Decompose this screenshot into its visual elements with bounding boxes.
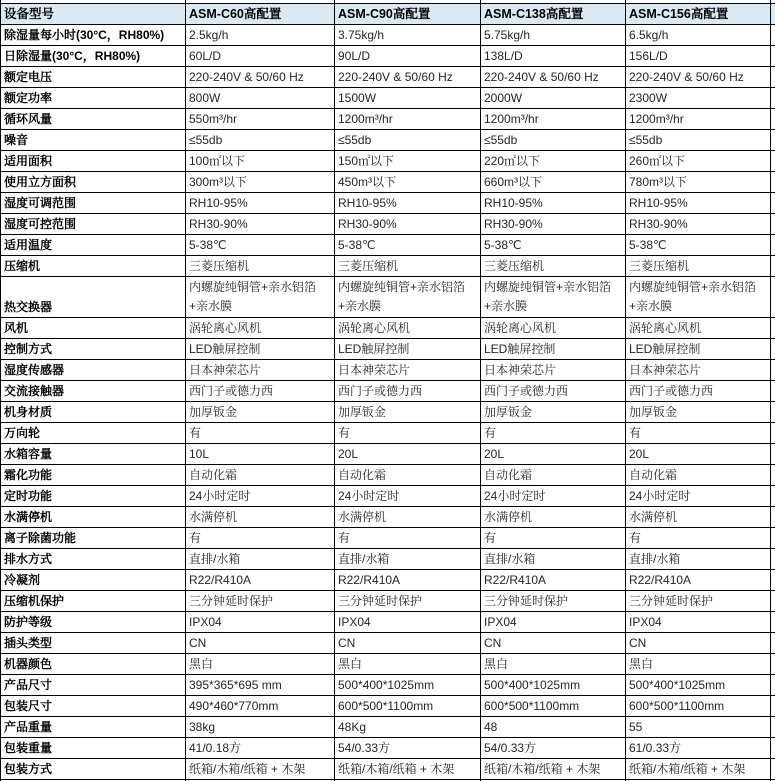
cell-value: 三菱压缩机 [481, 256, 626, 277]
cell-value: 600*500*1100mm [481, 696, 626, 717]
partial-cell [771, 717, 775, 738]
row-label: 湿度传感器 [1, 360, 186, 381]
partial-cell [771, 109, 775, 130]
cell-value: 水满停机 [186, 507, 335, 528]
cell-value: 西门子或德力西 [335, 381, 481, 402]
cell-value: 日本神荣芯片 [186, 360, 335, 381]
cell-value: CN [626, 633, 771, 654]
header-partial-cell [771, 4, 775, 25]
cell-value: 三菱压缩机 [626, 256, 771, 277]
partial-cell [771, 549, 775, 570]
partial-cell [771, 381, 775, 402]
cell-value: 20L [335, 444, 481, 465]
partial-cell [771, 633, 775, 654]
row-label: 插头类型 [1, 633, 186, 654]
cell-value: 2300W [626, 88, 771, 109]
table-row [1, 633, 775, 654]
cell-value: 800W [186, 88, 335, 109]
cell-value: 直排/水箱 [335, 549, 481, 570]
cell-value: LED触屏控制 [481, 339, 626, 360]
cell-value: 395*365*695 mm [186, 675, 335, 696]
cell-value: ≤55db [626, 130, 771, 151]
row-label: 包装尺寸 [1, 696, 186, 717]
cell-value: 1200m³/hr [335, 109, 481, 130]
cell-value: 1200m³/hr [626, 109, 771, 130]
partial-cell [771, 423, 775, 444]
row-label: 冷凝剂 [1, 570, 186, 591]
partial-cell [771, 696, 775, 717]
cell-value: R22/R410A [626, 570, 771, 591]
cell-value: RH10-95% [335, 193, 481, 214]
row-label: 排水方式 [1, 549, 186, 570]
cell-value: 自动化霜 [481, 465, 626, 486]
cell-value: RH30-90% [186, 214, 335, 235]
cell-value: 水满停机 [335, 507, 481, 528]
cell-value: 490*460*770mm [186, 696, 335, 717]
cell-value: 纸箱/木箱/纸箱 + 木架 [335, 759, 481, 780]
row-label: 压缩机 [1, 256, 186, 277]
row-label: 适用温度 [1, 235, 186, 256]
cell-value: LED触屏控制 [186, 339, 335, 360]
cell-value: 西门子或德力西 [481, 381, 626, 402]
cell-value: 水满停机 [481, 507, 626, 528]
row-label: 循环风量 [1, 109, 186, 130]
cell-value: 有 [186, 528, 335, 549]
partial-cell [771, 193, 775, 214]
cell-value: CN [335, 633, 481, 654]
table-row [1, 339, 775, 360]
cell-value: 日本神荣芯片 [626, 360, 771, 381]
header-model-column-1: ASM-C60高配置 [186, 4, 335, 25]
table-row [1, 507, 775, 528]
cell-value: 41/0.18方 [186, 738, 335, 759]
row-label: 日除湿量(30°C，RH80%) [1, 46, 186, 67]
cell-value: 500*400*1025mm [335, 675, 481, 696]
cell-value: CN [186, 633, 335, 654]
cell-value: IPX04 [626, 612, 771, 633]
cell-value: 38kg [186, 717, 335, 738]
cell-value: 2000W [481, 88, 626, 109]
cell-value: 水满停机 [626, 507, 771, 528]
table-row [1, 465, 775, 486]
cell-value: 24小时定时 [335, 486, 481, 507]
table-row [1, 591, 775, 612]
cell-value: 100㎡以下 [186, 151, 335, 172]
cell-value: 纸箱/木箱/纸箱 + 木架 [481, 759, 626, 780]
partial-cell [771, 318, 775, 339]
cell-value: 有 [481, 423, 626, 444]
partial-cell [771, 654, 775, 675]
cell-value: ≤55db [481, 130, 626, 151]
cell-value: 600*500*1100mm [626, 696, 771, 717]
cell-value: LED触屏控制 [335, 339, 481, 360]
cell-value: 55 [626, 717, 771, 738]
cell-value: LED触屏控制 [626, 339, 771, 360]
cell-value: 加厚钣金 [481, 402, 626, 423]
table-row [1, 381, 775, 402]
cell-value: 三分钟延时保护 [481, 591, 626, 612]
row-label: 额定功率 [1, 88, 186, 109]
cell-value: 有 [481, 528, 626, 549]
cell-value: IPX04 [481, 612, 626, 633]
row-label: 防护等级 [1, 612, 186, 633]
cell-value: 260㎡以下 [626, 151, 771, 172]
header-device-model: 设备型号 [1, 4, 186, 25]
table-row [1, 172, 775, 193]
partial-cell [771, 339, 775, 360]
cell-value: IPX04 [335, 612, 481, 633]
table-row [1, 214, 775, 235]
cell-value: 54/0.33方 [335, 738, 481, 759]
header-model-column-3: ASM-C138高配置 [481, 4, 626, 25]
partial-cell [771, 25, 775, 46]
row-label: 水满停机 [1, 507, 186, 528]
row-label: 使用立方面积 [1, 172, 186, 193]
table-row [1, 130, 775, 151]
cell-value: 西门子或德力西 [626, 381, 771, 402]
cell-value: RH30-90% [626, 214, 771, 235]
partial-cell [771, 67, 775, 88]
cell-value: 有 [335, 528, 481, 549]
row-label: 机器颜色 [1, 654, 186, 675]
cell-value: 60L/D [186, 46, 335, 67]
cell-value: RH30-90% [481, 214, 626, 235]
row-label: 控制方式 [1, 339, 186, 360]
row-label: 产品重量 [1, 717, 186, 738]
partial-cell [771, 277, 775, 318]
cell-value: 涡轮离心风机 [335, 318, 481, 339]
table-row [1, 109, 775, 130]
cell-value: 纸箱/木箱/纸箱 + 木架 [186, 759, 335, 780]
table-row [1, 423, 775, 444]
table-row [1, 193, 775, 214]
cell-value: R22/R410A [186, 570, 335, 591]
row-label: 产品尺寸 [1, 675, 186, 696]
cell-value: 西门子或德力西 [186, 381, 335, 402]
cell-value: 直排/水箱 [481, 549, 626, 570]
cell-value: 纸箱/木箱/纸箱 + 木架 [626, 759, 771, 780]
cell-value: 5-38℃ [186, 235, 335, 256]
table-row [1, 277, 775, 318]
cell-value: 660m³以下 [481, 172, 626, 193]
partial-cell [771, 256, 775, 277]
partial-cell [771, 360, 775, 381]
cell-value: 20L [626, 444, 771, 465]
table-row [1, 444, 775, 465]
cell-value: 内螺旋纯铜管+亲水铝箔+亲水膜 [186, 277, 335, 318]
partial-cell [771, 570, 775, 591]
cell-value: 日本神荣芯片 [335, 360, 481, 381]
cell-value: 220-240V & 50/60 Hz [481, 67, 626, 88]
cell-value: 220㎡以下 [481, 151, 626, 172]
cell-value: 48 [481, 717, 626, 738]
cell-value: 三菱压缩机 [335, 256, 481, 277]
cell-value: RH10-95% [626, 193, 771, 214]
cell-value: 涡轮离心风机 [186, 318, 335, 339]
cell-value: 黑白 [626, 654, 771, 675]
cell-value: 日本神荣芯片 [481, 360, 626, 381]
table-row [1, 612, 775, 633]
row-label: 包装方式 [1, 759, 186, 780]
row-label: 机身材质 [1, 402, 186, 423]
cell-value: 三分钟延时保护 [335, 591, 481, 612]
cell-value: 61/0.33方 [626, 738, 771, 759]
cell-value: 48Kg [335, 717, 481, 738]
table-row [1, 675, 775, 696]
cell-value: 内螺旋纯铜管+亲水铝箔+亲水膜 [481, 277, 626, 318]
row-label: 水箱容量 [1, 444, 186, 465]
cell-value: 90L/D [335, 46, 481, 67]
partial-cell [771, 675, 775, 696]
cell-value: 550m³/hr [186, 109, 335, 130]
partial-cell [771, 591, 775, 612]
partial-cell [771, 465, 775, 486]
partial-cell [771, 507, 775, 528]
cell-value: 涡轮离心风机 [626, 318, 771, 339]
cell-value: 涡轮离心风机 [481, 318, 626, 339]
table-row [1, 235, 775, 256]
cell-value: RH10-95% [481, 193, 626, 214]
row-label: 压缩机保护 [1, 591, 186, 612]
cell-value: 三分钟延时保护 [626, 591, 771, 612]
cell-value: 5.75kg/h [481, 25, 626, 46]
table-row [1, 528, 775, 549]
cell-value: 500*400*1025mm [626, 675, 771, 696]
cell-value: 内螺旋纯铜管+亲水铝箔+亲水膜 [626, 277, 771, 318]
row-label: 湿度可控范围 [1, 214, 186, 235]
partial-cell [771, 88, 775, 109]
row-label: 风机 [1, 318, 186, 339]
table-row [1, 256, 775, 277]
cell-value: 有 [626, 423, 771, 444]
cell-value: 20L [481, 444, 626, 465]
partial-cell [771, 759, 775, 780]
cell-value: 黑白 [186, 654, 335, 675]
cell-value: 600*500*1100mm [335, 696, 481, 717]
row-label: 离子除菌功能 [1, 528, 186, 549]
cell-value: 1200m³/hr [481, 109, 626, 130]
cell-value: 6.5kg/h [626, 25, 771, 46]
row-label: 交流接触器 [1, 381, 186, 402]
cell-value: 156L/D [626, 46, 771, 67]
cell-value: RH30-90% [335, 214, 481, 235]
cell-value: 450m³以下 [335, 172, 481, 193]
cell-value: 54/0.33方 [481, 738, 626, 759]
partial-cell [771, 612, 775, 633]
cell-value: 220-240V & 50/60 Hz [186, 67, 335, 88]
cell-value: 5-38℃ [626, 235, 771, 256]
cell-value: 3.75kg/h [335, 25, 481, 46]
cell-value: 内螺旋纯铜管+亲水铝箔+亲水膜 [335, 277, 481, 318]
cell-value: 500*400*1025mm [481, 675, 626, 696]
partial-cell [771, 486, 775, 507]
cell-value: 24小时定时 [186, 486, 335, 507]
row-label: 除湿量每小时(30°C，RH80%) [1, 25, 186, 46]
table-row [1, 654, 775, 675]
cell-value: 黑白 [481, 654, 626, 675]
cell-value: 220-240V & 50/60 Hz [626, 67, 771, 88]
cell-value: 直排/水箱 [626, 549, 771, 570]
cell-value: 300m³以下 [186, 172, 335, 193]
cell-value: 自动化霜 [335, 465, 481, 486]
table-row [1, 46, 775, 67]
cell-value: 138L/D [481, 46, 626, 67]
cell-value: 5-38℃ [481, 235, 626, 256]
partial-cell [771, 151, 775, 172]
cell-value: 自动化霜 [626, 465, 771, 486]
cell-value: R22/R410A [481, 570, 626, 591]
cell-value: 2.5kg/h [186, 25, 335, 46]
cell-value: ≤55db [335, 130, 481, 151]
cell-value: 10L [186, 444, 335, 465]
cell-value: 有 [335, 423, 481, 444]
cell-value: 有 [186, 423, 335, 444]
row-label: 包装重量 [1, 738, 186, 759]
row-label: 额定电压 [1, 67, 186, 88]
row-label: 热交换器 [1, 277, 186, 318]
cell-value: 24小时定时 [481, 486, 626, 507]
header-model-column-2: ASM-C90高配置 [335, 4, 481, 25]
cell-value: 三菱压缩机 [186, 256, 335, 277]
row-label: 定时功能 [1, 486, 186, 507]
cell-value: 5-38℃ [335, 235, 481, 256]
table-row [1, 738, 775, 759]
cell-value: CN [481, 633, 626, 654]
table-row [1, 360, 775, 381]
row-label: 霜化功能 [1, 465, 186, 486]
partial-cell [771, 46, 775, 67]
cell-value: 黑白 [335, 654, 481, 675]
cell-value: R22/R410A [335, 570, 481, 591]
partial-cell [771, 402, 775, 423]
cell-value: 直排/水箱 [186, 549, 335, 570]
cell-value: 220-240V & 50/60 Hz [335, 67, 481, 88]
cell-value: 780m³以下 [626, 172, 771, 193]
partial-cell [771, 444, 775, 465]
partial-cell [771, 172, 775, 193]
row-label: 万向轮 [1, 423, 186, 444]
cell-value: 150㎡以下 [335, 151, 481, 172]
table-row [1, 696, 775, 717]
partial-cell [771, 130, 775, 151]
row-label: 适用面积 [1, 151, 186, 172]
cell-value: 三分钟延时保护 [186, 591, 335, 612]
table-row [1, 717, 775, 738]
table-row [1, 402, 775, 423]
cell-value: 有 [626, 528, 771, 549]
partial-cell [771, 528, 775, 549]
cell-value: 1500W [335, 88, 481, 109]
cell-value: 加厚钣金 [186, 402, 335, 423]
partial-cell [771, 738, 775, 759]
table-row [1, 570, 775, 591]
table-row [1, 151, 775, 172]
cell-value: ≤55db [186, 130, 335, 151]
cell-value: 加厚钣金 [626, 402, 771, 423]
table-row [1, 67, 775, 88]
row-label: 噪音 [1, 130, 186, 151]
partial-cell [771, 235, 775, 256]
partial-cell [771, 214, 775, 235]
cell-value: 24小时定时 [626, 486, 771, 507]
table-row [1, 88, 775, 109]
table-row [1, 486, 775, 507]
table-row [1, 759, 775, 780]
table-row [1, 318, 775, 339]
table-row [1, 549, 775, 570]
cell-value: RH10-95% [186, 193, 335, 214]
cell-value: IPX04 [186, 612, 335, 633]
cell-value: 自动化霜 [186, 465, 335, 486]
table-row [1, 25, 775, 46]
cell-value: 加厚钣金 [335, 402, 481, 423]
row-label: 湿度可调范围 [1, 193, 186, 214]
header-model-column-4: ASM-C156高配置 [626, 4, 771, 25]
